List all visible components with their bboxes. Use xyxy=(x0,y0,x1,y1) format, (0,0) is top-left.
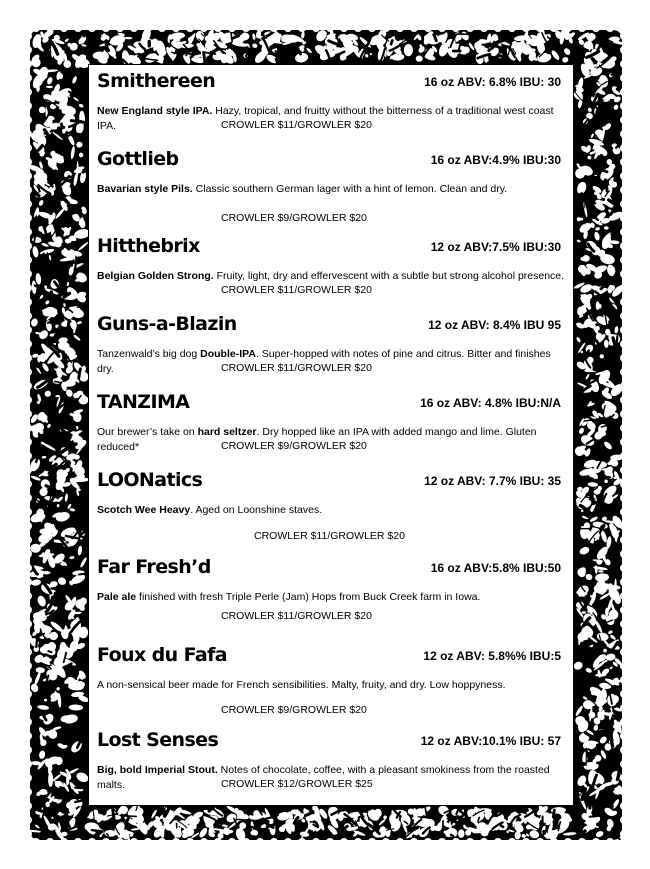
beer-stats: 16 oz ABV:5.8% IBU:50 xyxy=(430,561,561,575)
beer-description xyxy=(97,269,567,284)
beer-stats: 12 oz ABV: 8.4% IBU 95 xyxy=(428,318,561,332)
beer-style-bold: hard seltzer xyxy=(197,426,257,438)
beer-price: CROWLER $9/GROWLER $20 xyxy=(221,440,367,452)
beer-stats: 16 oz ABV: 6.8% IBU: 30 xyxy=(424,75,561,89)
beer-price: CROWLER $11/GROWLER $20 xyxy=(254,530,405,542)
beer-description xyxy=(97,590,567,605)
beer-name: Far Fresh’d xyxy=(97,556,211,578)
beer-stats: 16 oz ABV: 4.8% IBU:N/A xyxy=(420,396,561,410)
description-text: Notes of chocolate, coffee, with a pleasant smokiness from the roasted malts. xyxy=(97,764,550,791)
beer-name: Gottlieb xyxy=(97,148,179,170)
beer-style-bold: Bavarian style Pils. xyxy=(97,183,193,195)
description-text: Tanzenwald’s big dog xyxy=(97,348,201,360)
beer-price: CROWLER $11/GROWLER $20 xyxy=(221,284,372,296)
description-text: . Super-hopped with notes of pine and citrus. Bitter and finishes dry. xyxy=(97,348,551,375)
beer-style-bold: New England style IPA. xyxy=(97,105,213,117)
beer-menu-panel xyxy=(88,64,574,806)
beer-price: CROWLER $12/GROWLER $25 xyxy=(221,778,373,790)
beer-stats: 12 oz ABV:10.1% IBU: 57 xyxy=(420,734,561,748)
description-text: . Dry hopped like an IPA with added mango and lime. Gluten reduced* xyxy=(97,426,537,453)
beer-style-bold: Double-IPA xyxy=(200,348,256,360)
beer-name: LOONatics xyxy=(97,469,203,491)
beer-style-bold: Big, bold Imperial Stout. xyxy=(97,764,218,776)
beer-stats: 12 oz ABV: 7.7% IBU: 35 xyxy=(424,474,561,488)
beer-price: CROWLER $11/GROWLER $20 xyxy=(221,362,372,374)
beer-name: Smithereen xyxy=(97,70,216,92)
beer-name: Guns-a-Blazin xyxy=(97,313,237,335)
description-text: Our brewer’s take on xyxy=(97,426,198,438)
beer-name: TANZIMA xyxy=(97,391,190,413)
beer-price: CROWLER $11/GROWLER $20 xyxy=(221,610,372,622)
beer-description xyxy=(97,678,567,693)
beer-style-bold: Pale ale xyxy=(97,591,137,603)
beer-stats: 16 oz ABV:4.9% IBU:30 xyxy=(430,153,561,167)
beer-stats: 12 oz ABV:7.5% IBU:30 xyxy=(430,240,561,254)
beer-price: CROWLER $9/GROWLER $20 xyxy=(221,704,367,716)
description-text: . Aged on Loonshine staves. xyxy=(190,504,323,516)
description-text: Fruity, light, dry and effervescent with a subtle but strong alcohol presence. xyxy=(213,270,565,282)
beer-stats: 12 oz ABV: 5.8%% IBU:5 xyxy=(423,649,561,663)
beer-style-bold: Belgian Golden Strong. xyxy=(97,270,214,282)
beer-name: Lost Senses xyxy=(97,729,219,751)
beer-name: Hitthebrix xyxy=(97,235,200,257)
beer-description xyxy=(97,182,567,197)
beer-name: Foux du Fafa xyxy=(97,644,227,666)
beer-description xyxy=(97,503,567,518)
beer-price: CROWLER $9/GROWLER $20 xyxy=(221,212,367,224)
description-text: Classic southern German lager with a hint of lemon. Clean and dry. xyxy=(192,183,508,195)
beer-price: CROWLER $11/GROWLER $20 xyxy=(221,119,372,131)
description-text: finished with fresh Triple Perle (Jam) Hops from Buck Creek farm in Iowa. xyxy=(136,591,481,603)
description-text: Hazy, tropical, and fruitty without the bitterness of a traditional west coast IPA. xyxy=(97,105,554,132)
description-text: A non-sensical beer made for French sensibilities. Malty, fruity, and dry. Low hoppyness. xyxy=(97,679,506,691)
beer-style-bold: Scotch Wee Heavy xyxy=(97,504,191,516)
